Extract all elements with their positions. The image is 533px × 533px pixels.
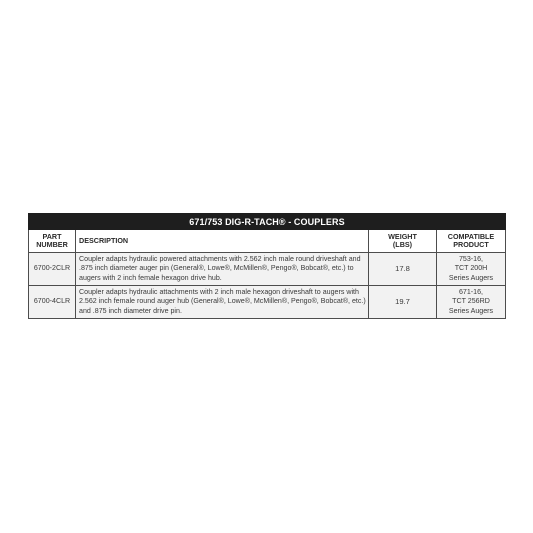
- header-compat-line1: COMPATIBLE: [447, 231, 495, 241]
- compatible-product-cell: [437, 253, 506, 286]
- table-row: [29, 286, 506, 319]
- header-compatible-product: [437, 230, 506, 253]
- header-compat-line2: PRODUCT: [453, 240, 489, 249]
- table-title-row: [29, 214, 506, 230]
- header-description: DESCRIPTION: [76, 230, 369, 253]
- header-part-line2: NUMBER: [36, 240, 68, 249]
- couplers-spec-table: [28, 213, 506, 319]
- weight-cell: 17.8: [369, 253, 437, 286]
- header-weight: [369, 230, 437, 253]
- compatible-line: 753-16,: [458, 255, 484, 264]
- compatible-line: 671-16,: [458, 288, 484, 297]
- table-row: [29, 253, 506, 286]
- compatible-line: TCT 256RD: [452, 297, 490, 306]
- table-title: 671/753 DIG-R-TACH® - COUPLERS: [29, 214, 506, 230]
- compatible-line: Series Augers: [448, 273, 494, 282]
- header-weight-line1: WEIGHT: [388, 231, 417, 241]
- compatible-product-cell: [437, 286, 506, 319]
- compatible-line: Series Augers: [448, 306, 494, 315]
- header-part-number: [29, 230, 76, 253]
- description-cell: Coupler adapts hydraulic attachments with 2 inch male hexagon driveshaft to augers with 2.562 inch female round auger hub (General®, Lowe®, McMillen®, Pengo®, Bobcat®, etc.) and .875 inch diameter drive pin.: [76, 286, 369, 319]
- header-weight-line2: (LBS): [392, 240, 413, 249]
- header-part-line1: PART: [42, 231, 62, 241]
- weight-cell: 19.7: [369, 286, 437, 319]
- part-number-cell: 6700-2CLR: [29, 253, 76, 286]
- description-cell: Coupler adapts hydraulic powered attachments with 2.562 inch male round driveshaft and .875 inch diameter auger pin (General®, Lowe®, McMillen®, Pengo®, Bobcat®, etc.) to augers with 2 inch female hexagon drive hub.: [76, 253, 369, 286]
- table-header-row: [29, 230, 506, 253]
- compatible-line: TCT 200H: [454, 264, 488, 273]
- part-number-cell: 6700-4CLR: [29, 286, 76, 319]
